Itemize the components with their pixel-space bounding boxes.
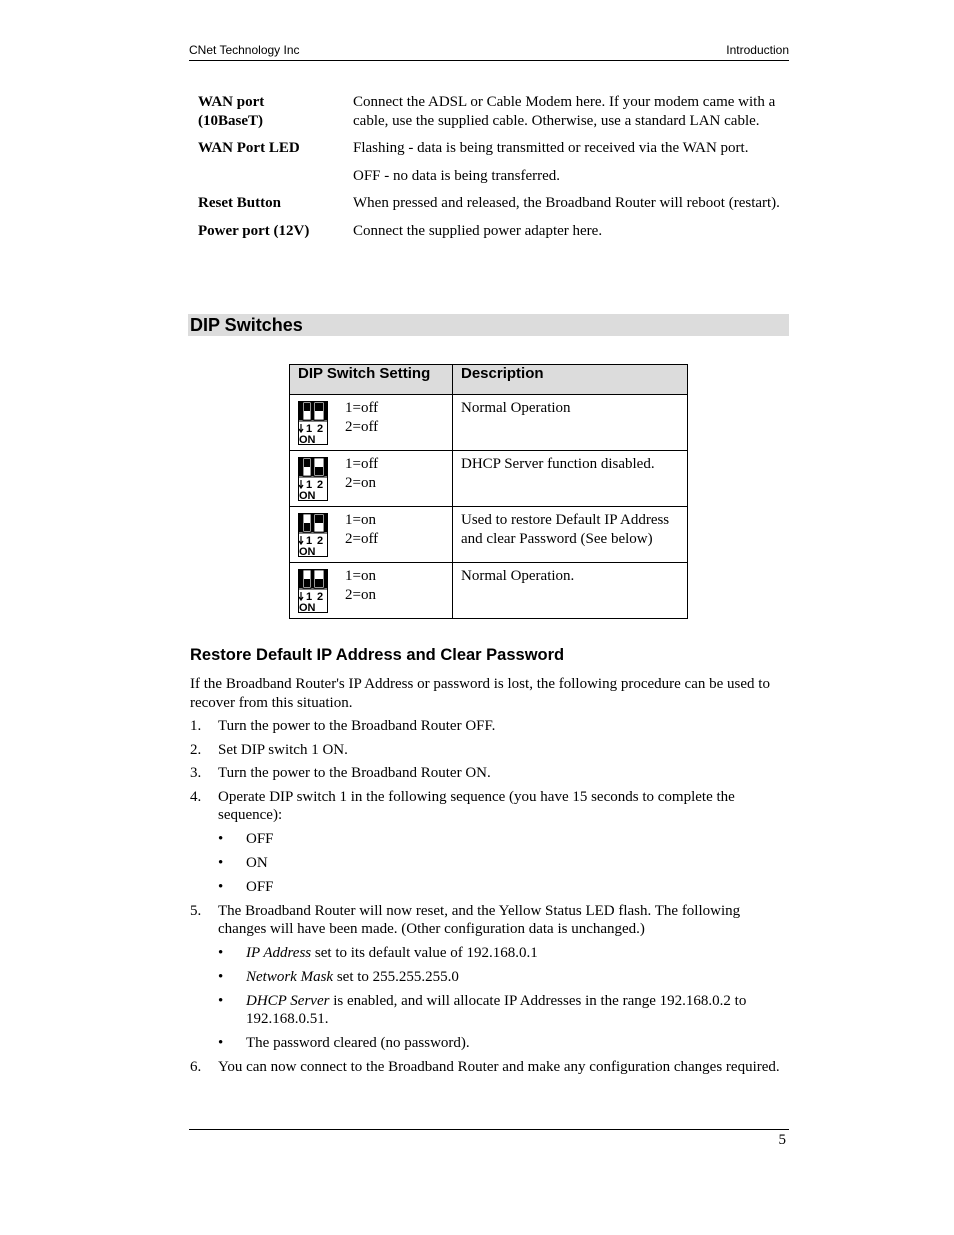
bullet-icon: • xyxy=(218,854,224,871)
bullet-text: is enabled, and will allocate IP Addresses in the range 192.168.0.2 to 192.168.0.51. xyxy=(246,992,747,1027)
row-description: Normal Operation. xyxy=(461,568,575,584)
step-4 xyxy=(190,788,790,825)
slot-right-edge xyxy=(324,402,327,420)
term-line: WAN port xyxy=(198,94,265,110)
step-text: Set DIP switch 1 ON. xyxy=(218,741,348,758)
dip-switch-icon xyxy=(298,513,328,557)
definition-description xyxy=(353,93,783,130)
header-chapter: Introduction xyxy=(726,43,789,57)
step-5 xyxy=(190,902,790,939)
bullet-text: The password cleared (no password). xyxy=(246,1035,470,1051)
row-description: Normal Operation xyxy=(461,400,571,416)
switch-1-value: 1=off xyxy=(345,400,379,416)
term-line: Power port (12V) xyxy=(198,222,310,239)
port-definitions xyxy=(198,93,788,249)
step-6 xyxy=(190,1058,790,1077)
switch-2-lever xyxy=(315,467,323,475)
step-number: 1. xyxy=(190,718,202,734)
definition-row xyxy=(198,93,788,130)
step-text: The Broadband Router will now reset, and the Yellow Status LED flash. The following changes will have been made. (Other configuration data is unchanged.) xyxy=(218,902,741,937)
switch-1-lever xyxy=(304,579,310,587)
definition-description xyxy=(353,222,783,241)
step-number: 6. xyxy=(190,1059,202,1075)
bullet-text: OFF xyxy=(246,830,274,847)
description-cell xyxy=(453,395,688,451)
bullet-item xyxy=(190,878,790,897)
step-number: 3. xyxy=(190,765,202,781)
slot-right-edge xyxy=(324,514,327,532)
bullet-text: set to 255.255.255.0 xyxy=(333,968,459,985)
bullet-item xyxy=(190,854,790,873)
bullet-item xyxy=(190,1034,790,1053)
description-paragraph: Connect the supplied power adapter here. xyxy=(353,222,603,239)
intro-paragraph: If the Broadband Router's IP Address or password is lost, the following procedure can be used to recover from this situation. xyxy=(190,676,770,711)
switch-1-lever xyxy=(304,523,310,531)
switch-on-label: ON xyxy=(299,546,316,557)
description-cell xyxy=(453,563,688,619)
setting-cell xyxy=(290,507,453,563)
bullet-text: set to its default value of 192.168.0.1 xyxy=(311,944,538,961)
setting-cell xyxy=(290,563,453,619)
switch-2-lever xyxy=(315,515,323,523)
switch-on-label: ON xyxy=(299,490,316,501)
definition-description xyxy=(353,194,783,213)
switch-values xyxy=(345,567,376,604)
dip-switch-icon xyxy=(298,569,328,613)
slot-middle xyxy=(311,402,314,420)
definition-term xyxy=(198,222,353,241)
switch-1-value: 1=on xyxy=(345,512,376,528)
table-row xyxy=(290,451,688,507)
slot-left-edge xyxy=(299,570,303,588)
definition-description xyxy=(353,139,783,185)
definition-row xyxy=(198,222,788,241)
description-cell xyxy=(453,507,688,563)
dip-switch-icon xyxy=(298,401,328,445)
slot-middle xyxy=(311,458,314,476)
switch-1-lever xyxy=(304,403,310,411)
step-5-bullets xyxy=(190,944,790,1053)
bullet-item xyxy=(190,944,790,963)
switch-on-label: ON xyxy=(299,602,316,613)
section-heading-bar xyxy=(188,314,789,336)
slot-left-edge xyxy=(299,402,303,420)
definition-term xyxy=(198,194,353,213)
page-header xyxy=(189,43,789,61)
table-header-row xyxy=(290,365,688,395)
dip-switch-icon xyxy=(298,457,328,501)
step-number: 2. xyxy=(190,741,202,758)
switch-number-2: 2 xyxy=(317,591,324,603)
procedure-body xyxy=(190,675,790,1082)
row-description: DHCP Server function disabled. xyxy=(461,456,655,472)
switch-1-value: 1=on xyxy=(345,568,376,584)
header-company: CNet Technology Inc xyxy=(189,43,300,57)
switch-number-1: 1 xyxy=(306,535,313,547)
step-1 xyxy=(190,717,790,736)
switch-2-lever xyxy=(315,403,323,411)
switch-number-1: 1 xyxy=(306,591,313,603)
table-row xyxy=(290,507,688,563)
switch-number-2: 2 xyxy=(317,535,324,547)
switch-2-value: 2=on xyxy=(345,586,376,603)
step-2 xyxy=(190,741,790,760)
switch-2-value: 2=off xyxy=(345,530,379,547)
term-line: (10BaseT) xyxy=(198,112,263,129)
slot-left-edge xyxy=(299,514,303,532)
step-text: Operate DIP switch 1 in the following sequence (you have 15 seconds to complete the sequence): xyxy=(218,788,735,823)
page-footer xyxy=(189,1129,789,1148)
switch-1-value: 1=off xyxy=(345,456,379,472)
description-paragraph: Flashing - data is being transmitted or received via the WAN port. xyxy=(353,140,749,156)
bullet-icon: • xyxy=(218,830,224,847)
col-header-setting: DIP Switch Setting xyxy=(290,365,453,395)
switch-number-1: 1 xyxy=(306,423,313,435)
step-number: 4. xyxy=(190,788,202,805)
description-paragraph: OFF - no data is being transferred. xyxy=(353,167,561,184)
definition-row xyxy=(198,194,788,213)
subsection-title: Restore Default IP Address and Clear Password xyxy=(190,646,565,664)
step-4-bullets xyxy=(190,830,790,897)
switch-values xyxy=(345,455,378,492)
step-text: Turn the power to the Broadband Router OFF. xyxy=(218,718,496,734)
bullet-text: OFF xyxy=(246,878,274,895)
slot-right-edge xyxy=(324,458,327,476)
slot-middle xyxy=(311,570,314,588)
bullet-item xyxy=(190,992,790,1029)
bullet-icon: • xyxy=(218,878,224,895)
term-line: Reset Button xyxy=(198,195,281,211)
description-cell xyxy=(453,451,688,507)
bullet-item xyxy=(190,968,790,987)
switch-values xyxy=(345,511,378,548)
slot-right-edge xyxy=(324,570,327,588)
bullet-icon: • xyxy=(218,992,224,1009)
switch-on-label: ON xyxy=(299,434,316,445)
switch-1-lever xyxy=(304,459,310,467)
setting-cell xyxy=(290,451,453,507)
page-number: 5 xyxy=(778,1132,786,1148)
step-text: You can now connect to the Broadband Router and make any configuration changes required. xyxy=(218,1059,780,1075)
switch-number-2: 2 xyxy=(317,423,324,435)
switch-2-value: 2=off xyxy=(345,418,379,435)
step-text: Turn the power to the Broadband Router ON. xyxy=(218,765,491,781)
bullet-text: ON xyxy=(246,854,268,871)
switch-2-lever xyxy=(315,579,323,587)
definition-term xyxy=(198,93,353,130)
table-row xyxy=(290,563,688,619)
table-row xyxy=(290,395,688,451)
definition-term xyxy=(198,139,353,185)
description-paragraph: When pressed and released, the Broadband Router will reboot (restart). xyxy=(353,195,780,211)
switch-2-value: 2=on xyxy=(345,474,376,491)
switch-number-1: 1 xyxy=(306,479,313,491)
switch-number-2: 2 xyxy=(317,479,324,491)
bullet-item xyxy=(190,830,790,849)
bullet-term: DHCP Server xyxy=(246,992,330,1009)
dip-switch-table xyxy=(289,364,688,619)
bullet-icon: • xyxy=(218,944,224,961)
step-number: 5. xyxy=(190,902,202,919)
switch-values xyxy=(345,399,378,436)
bullet-icon: • xyxy=(218,1035,224,1051)
definition-row xyxy=(198,139,788,185)
slot-middle xyxy=(311,514,314,532)
row-description: Used to restore Default IP Address and clear Password (See below) xyxy=(461,512,670,547)
col-header-description: Description xyxy=(453,365,688,395)
description-paragraph: Connect the ADSL or Cable Modem here. If your modem came with a cable, use the supplied cable. Otherwise, use a standard LAN cable. xyxy=(353,94,776,129)
bullet-term: Network Mask xyxy=(246,968,334,985)
term-line: WAN Port LED xyxy=(198,140,300,156)
setting-cell xyxy=(290,395,453,451)
section-title: DIP Switches xyxy=(190,315,303,335)
bullet-icon: • xyxy=(218,968,224,985)
bullet-term: IP Address xyxy=(246,944,312,961)
step-3 xyxy=(190,764,790,783)
slot-left-edge xyxy=(299,458,303,476)
